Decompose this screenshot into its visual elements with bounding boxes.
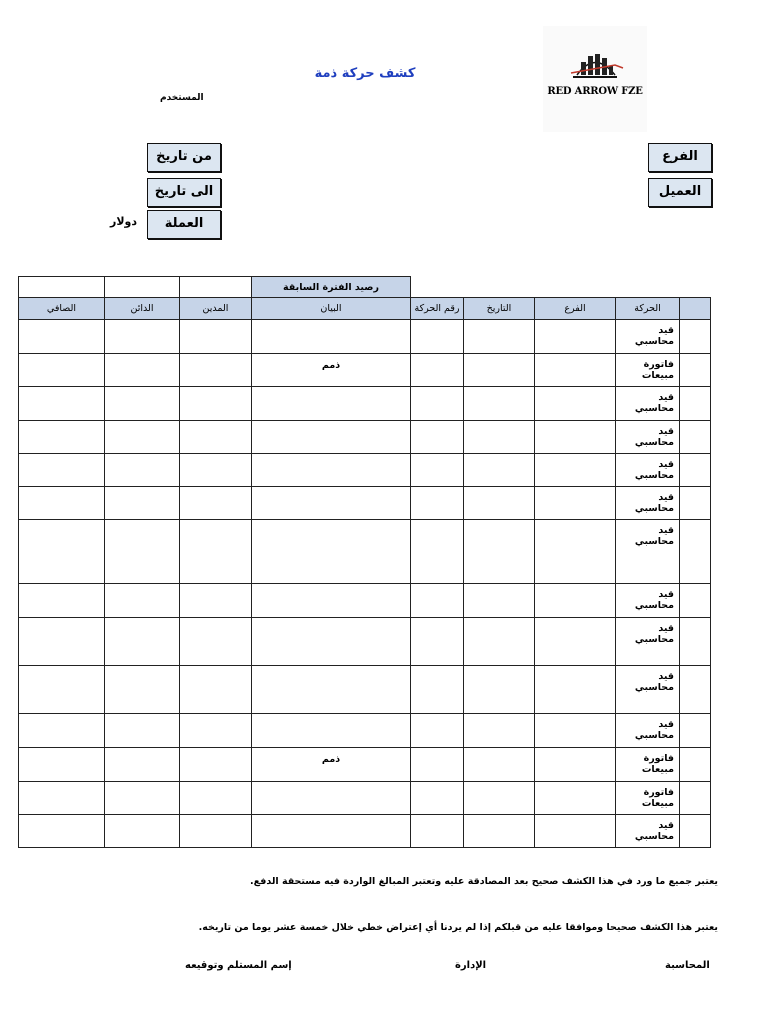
- blank-cell: [680, 487, 711, 520]
- signature-accounting: المحاسبة: [665, 960, 710, 971]
- description-cell: [252, 387, 411, 421]
- debit-cell: [180, 618, 252, 666]
- table-row: [19, 618, 711, 666]
- branch-cell: [535, 714, 616, 748]
- net-cell: [19, 487, 105, 520]
- description-cell: [252, 714, 411, 748]
- description-cell: [252, 520, 411, 584]
- movement-number-cell: [411, 714, 464, 748]
- debit-cell: [180, 354, 252, 387]
- movement-number-cell: [411, 487, 464, 520]
- movement-number-cell: [411, 666, 464, 714]
- net-cell: [19, 520, 105, 584]
- date-cell: [464, 421, 535, 454]
- movement-cell: قيد محاسبي: [616, 487, 680, 520]
- signature-management: الإدارة: [455, 960, 487, 971]
- blank-cell: [680, 354, 711, 387]
- from-date-field[interactable]: من تاريخ: [147, 143, 221, 172]
- blank-cell: [680, 815, 711, 848]
- movement-number-cell: [411, 387, 464, 421]
- date-cell: [464, 454, 535, 487]
- debit-cell: [180, 320, 252, 354]
- debit-cell: [180, 714, 252, 748]
- col-branch: الفرع: [535, 298, 616, 320]
- previous-balance-label: رصيد الفترة السابقة: [252, 277, 411, 298]
- description-cell: [252, 584, 411, 618]
- description-cell: ذمم: [252, 354, 411, 387]
- net-cell: [19, 618, 105, 666]
- company-logo: [543, 26, 647, 132]
- currency-field[interactable]: العملة: [147, 210, 221, 239]
- credit-cell: [105, 782, 180, 815]
- movement-cell: قيد محاسبي: [616, 815, 680, 848]
- movement-number-cell: [411, 421, 464, 454]
- table-row: [19, 782, 711, 815]
- net-cell: [19, 815, 105, 848]
- movement-number-cell: [411, 748, 464, 782]
- debit-cell: [180, 584, 252, 618]
- prev-debit-cell: [180, 277, 252, 298]
- movement-cell: قيد محاسبي: [616, 584, 680, 618]
- table-row: [19, 320, 711, 354]
- credit-cell: [105, 520, 180, 584]
- currency-value: دولار: [110, 215, 138, 228]
- movement-cell: قيد محاسبي: [616, 387, 680, 421]
- blank-cell: [680, 421, 711, 454]
- branch-cell: [535, 815, 616, 848]
- date-cell: [464, 487, 535, 520]
- blank-cell: [680, 748, 711, 782]
- movement-cell: فاتورة مبيعات: [616, 354, 680, 387]
- date-cell: [464, 782, 535, 815]
- table-row: [19, 387, 711, 421]
- debit-cell: [180, 487, 252, 520]
- description-cell: [252, 666, 411, 714]
- blank-cell: [680, 320, 711, 354]
- movement-cell: قيد محاسبي: [616, 520, 680, 584]
- credit-cell: [105, 666, 180, 714]
- branch-cell: [535, 454, 616, 487]
- branch-cell: [535, 421, 616, 454]
- prev-net-cell: [19, 277, 105, 298]
- branch-cell: [535, 487, 616, 520]
- net-cell: [19, 320, 105, 354]
- net-cell: [19, 354, 105, 387]
- movement-number-cell: [411, 782, 464, 815]
- movement-cell: قيد محاسبي: [616, 714, 680, 748]
- blank-cell: [680, 618, 711, 666]
- date-cell: [464, 320, 535, 354]
- net-cell: [19, 421, 105, 454]
- building-logo-icon: [543, 26, 647, 86]
- table-row: [19, 714, 711, 748]
- movement-number-cell: [411, 584, 464, 618]
- date-cell: [464, 666, 535, 714]
- date-cell: [464, 714, 535, 748]
- branch-cell: [535, 387, 616, 421]
- debit-cell: [180, 782, 252, 815]
- credit-cell: [105, 714, 180, 748]
- debit-cell: [180, 748, 252, 782]
- net-cell: [19, 387, 105, 421]
- table-header-row: [19, 298, 711, 320]
- note-line-1: يعتبر جميع ما ورد في هذا الكشف صحيح بعد المصادقة عليه وتعتبر المبالغ الواردة فيه مستحقة الدفع.: [250, 876, 718, 887]
- col-date: التاريخ: [464, 298, 535, 320]
- date-cell: [464, 520, 535, 584]
- report-title: كشف حركة ذمة: [314, 66, 416, 81]
- branch-cell: [535, 354, 616, 387]
- credit-cell: [105, 487, 180, 520]
- col-movement-number: رقم الحركة: [411, 298, 464, 320]
- credit-cell: [105, 584, 180, 618]
- movement-cell: قيد محاسبي: [616, 421, 680, 454]
- movement-cell: قيد محاسبي: [616, 666, 680, 714]
- net-cell: [19, 714, 105, 748]
- branch-cell: [535, 320, 616, 354]
- table-row: [19, 354, 711, 387]
- debit-cell: [180, 520, 252, 584]
- blank-cell: [680, 584, 711, 618]
- net-cell: [19, 666, 105, 714]
- col-debit: المدين: [180, 298, 252, 320]
- blank-cell: [680, 454, 711, 487]
- credit-cell: [105, 454, 180, 487]
- branch-cell: [535, 666, 616, 714]
- table-row: [19, 520, 711, 584]
- net-cell: [19, 454, 105, 487]
- blank-cell: [680, 782, 711, 815]
- credit-cell: [105, 618, 180, 666]
- debit-cell: [180, 454, 252, 487]
- movement-number-cell: [411, 454, 464, 487]
- table-row: [19, 454, 711, 487]
- credit-cell: [105, 421, 180, 454]
- date-cell: [464, 354, 535, 387]
- customer-field[interactable]: العميل: [648, 178, 712, 207]
- description-cell: [252, 782, 411, 815]
- description-cell: [252, 618, 411, 666]
- movement-number-cell: [411, 354, 464, 387]
- movement-number-cell: [411, 520, 464, 584]
- debit-cell: [180, 666, 252, 714]
- debit-cell: [180, 387, 252, 421]
- date-cell: [464, 387, 535, 421]
- date-cell: [464, 815, 535, 848]
- movement-cell: قيد محاسبي: [616, 618, 680, 666]
- branch-cell: [535, 618, 616, 666]
- description-cell: ذمم: [252, 748, 411, 782]
- col-net: الصافي: [19, 298, 105, 320]
- movement-cell: قيد محاسبي: [616, 454, 680, 487]
- credit-cell: [105, 387, 180, 421]
- movement-number-cell: [411, 815, 464, 848]
- movement-cell: فاتورة مبيعات: [616, 748, 680, 782]
- description-cell: [252, 320, 411, 354]
- table-row: [19, 421, 711, 454]
- credit-cell: [105, 320, 180, 354]
- movement-cell: قيد محاسبي: [616, 320, 680, 354]
- description-cell: [252, 454, 411, 487]
- date-cell: [464, 584, 535, 618]
- table-row: [19, 487, 711, 520]
- branch-field[interactable]: الفرع: [648, 143, 712, 172]
- col-description: البيان: [252, 298, 411, 320]
- description-cell: [252, 815, 411, 848]
- description-cell: [252, 421, 411, 454]
- company-name: RED ARROW FZE: [547, 86, 643, 97]
- note-line-2: يعتبر هذا الكشف صحيحا وموافقا عليه من قبلكم إذا لم يردنا أي إعتراض خطي خلال خمسة عشر يوما من تاريخه.: [198, 922, 718, 933]
- blank-cell: [680, 666, 711, 714]
- col-blank: [680, 298, 711, 320]
- table-row: [19, 584, 711, 618]
- credit-cell: [105, 815, 180, 848]
- table-row: [19, 666, 711, 714]
- signature-receiver: إسم المستلم وتوقيعه: [185, 960, 292, 971]
- debit-cell: [180, 815, 252, 848]
- movement-cell: فاتورة مبيعات: [616, 782, 680, 815]
- branch-cell: [535, 584, 616, 618]
- previous-balance-row: [19, 277, 711, 298]
- date-cell: [464, 748, 535, 782]
- table-row: [19, 748, 711, 782]
- date-cell: [464, 618, 535, 666]
- branch-cell: [535, 782, 616, 815]
- credit-cell: [105, 748, 180, 782]
- prev-credit-cell: [105, 277, 180, 298]
- net-cell: [19, 748, 105, 782]
- net-cell: [19, 584, 105, 618]
- branch-cell: [535, 520, 616, 584]
- branch-cell: [535, 748, 616, 782]
- to-date-field[interactable]: الى تاريخ: [147, 178, 221, 207]
- credit-cell: [105, 354, 180, 387]
- blank-cell: [680, 387, 711, 421]
- col-credit: الدائن: [105, 298, 180, 320]
- movement-number-cell: [411, 320, 464, 354]
- debit-cell: [180, 421, 252, 454]
- blank-cell: [680, 714, 711, 748]
- net-cell: [19, 782, 105, 815]
- col-movement: الحركة: [616, 298, 680, 320]
- description-cell: [252, 487, 411, 520]
- blank-cell: [680, 520, 711, 584]
- user-label: المستخدم: [160, 93, 204, 103]
- table-row: [19, 815, 711, 848]
- statement-table: [18, 276, 711, 848]
- movement-number-cell: [411, 618, 464, 666]
